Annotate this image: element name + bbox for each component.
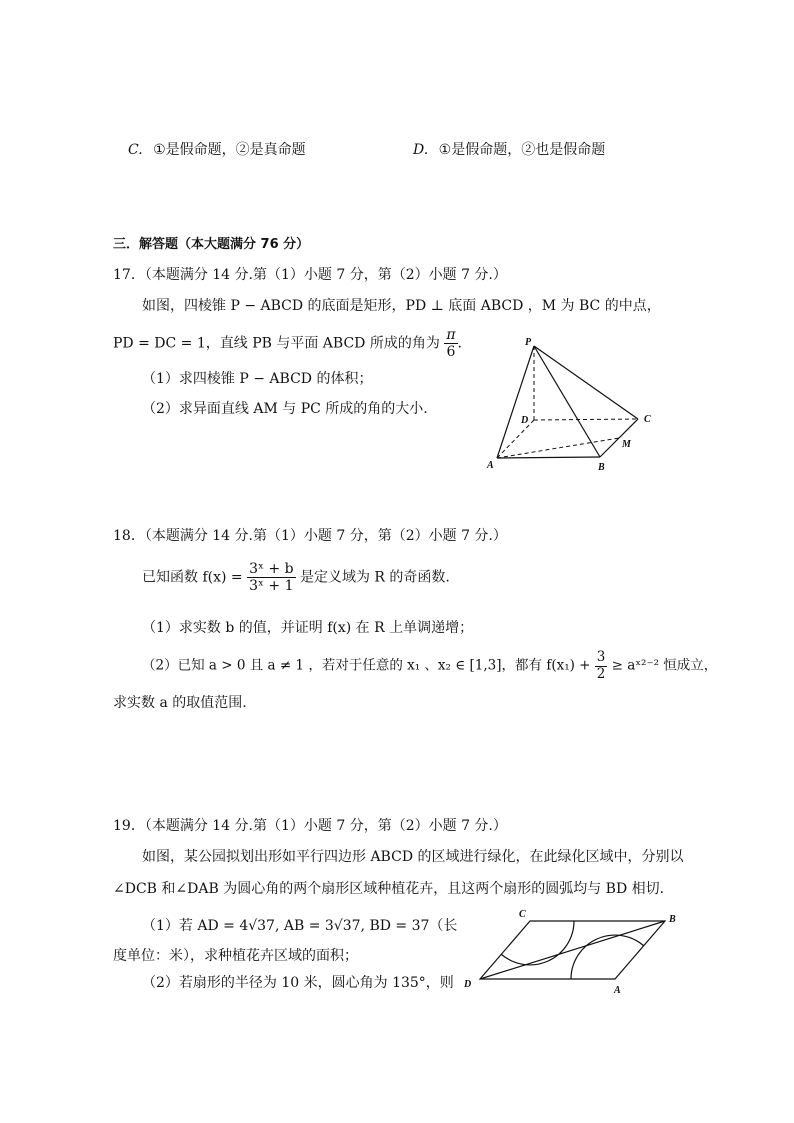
label-m: M (622, 439, 631, 450)
q18-part2-b: ≥ aˣ²⁻² 恒成立， (611, 657, 718, 674)
q17-angle-fraction (444, 328, 457, 359)
q19-header-line (113, 815, 507, 835)
edge-pc (534, 346, 638, 419)
q18-function-fraction (247, 562, 295, 593)
q18-part1: （1）求实数 b 的值，并证明 f(x) 在 R 上单调递增； (142, 620, 474, 636)
edge-pb (534, 346, 600, 457)
option-d (413, 139, 605, 159)
edge-da (497, 420, 534, 458)
edge-dc (534, 419, 638, 420)
q18-stem (142, 562, 450, 593)
pyramid-diagram (484, 330, 660, 475)
q18-func-den: 3ˣ + 1 (249, 578, 294, 594)
q18-part2-line2: 求实数 a 的取值范围. (113, 695, 247, 711)
label-a: A (614, 985, 621, 996)
q19-header: （本题满分 14 分.第（1）小题 7 分，第（2）小题 7 分.） (144, 818, 507, 834)
label-b: B (669, 914, 676, 925)
q18-stem-suffix: 是定义域为 R 的奇函数. (299, 569, 450, 586)
q18-func-num: 3ˣ + b (249, 561, 294, 577)
q18-part2-den: 2 (596, 665, 606, 682)
q17-part1: （1）求四棱锥 P − ABCD 的体积； (142, 371, 373, 387)
q18-stem-prefix: 已知函数 f(x) = (142, 569, 243, 586)
section-heading: 三．解答题（本大题满分 76 分） (113, 237, 310, 252)
option-c-text: ①是假命题，②是真命题 (153, 142, 306, 158)
q18-header-line (113, 525, 507, 545)
q18-part2-a: （2）已知 a > 0 且 a ≠ 1 ，若对于任意的 x₁ 、x₂ ∈ [1,3]，都有 f(x₁) + (142, 657, 591, 674)
q19-part2-line1: （2）若扇形的半径为 10 米，圆心角为 135°，则 (142, 975, 454, 991)
label-d: D (464, 979, 472, 990)
q17-stem-line2 (113, 328, 462, 359)
q18-header: （本题满分 14 分.第（1）小题 7 分，第（2）小题 7 分.） (144, 528, 507, 544)
diagonal-bd (480, 921, 665, 979)
arc-sector-c (501, 921, 574, 965)
option-d-text: ①是假命题，②也是假命题 (438, 142, 606, 158)
label-p: P (525, 337, 532, 348)
q17-number: 17． (113, 267, 145, 283)
q17-angle-num: π (446, 327, 456, 343)
q17-part2: （2）求异面直线 AM 与 PC 所成的角的大小. (142, 401, 428, 417)
option-d-label: D. (413, 142, 429, 158)
edge-ab (497, 457, 600, 458)
q18-part2 (142, 651, 717, 681)
edge-pa (497, 346, 534, 458)
q17-header: （本题满分 14 分.第（1）小题 7 分，第（2）小题 7 分.） (144, 267, 507, 283)
option-c (128, 139, 306, 159)
edge-am (497, 438, 619, 458)
q17-stem-line2-text: PD = DC = 1，直线 PB 与平面 ABCD 所成的角为 (113, 335, 440, 352)
q17-header-line (113, 264, 507, 284)
q19-number: 19． (113, 818, 145, 834)
q18-part2-fraction (595, 651, 608, 681)
parallelogram-diagram (460, 905, 685, 997)
q18-part2-num: 3 (596, 649, 606, 665)
option-c-label: C. (128, 142, 143, 158)
label-a: A (487, 460, 494, 471)
q19-part1-line2: 度单位：米），求种植花卉区域的面积； (113, 948, 358, 964)
label-b: B (598, 462, 605, 473)
label-d: D (521, 415, 529, 426)
label-c: C (644, 414, 651, 425)
q19-stem-line1: 如图，某公园拟划出形如平行四边形 ABCD 的区域进行绿化，在此绿化区域中，分别以 (142, 849, 684, 865)
q17-stem-line2-end: . (457, 335, 462, 352)
q17-stem-line1: 如图，四棱锥 P − ABCD 的底面是矩形，PD ⊥ 底面 ABCD ，M 为 BC 的中点， (142, 298, 661, 314)
q19-part1-line1: （1）若 AD = 4√37, AB = 3√37, BD = 37（长 (142, 918, 458, 934)
arc-sector-a (571, 935, 644, 979)
q19-stem-line2: ∠DCB 和∠DAB 为圆心角的两个扇形区域种植花卉，且这两个扇形的圆弧均与 BD 相切. (113, 881, 665, 897)
label-c: C (519, 909, 526, 920)
q18-number: 18． (113, 528, 145, 544)
q17-angle-den: 6 (446, 344, 456, 360)
